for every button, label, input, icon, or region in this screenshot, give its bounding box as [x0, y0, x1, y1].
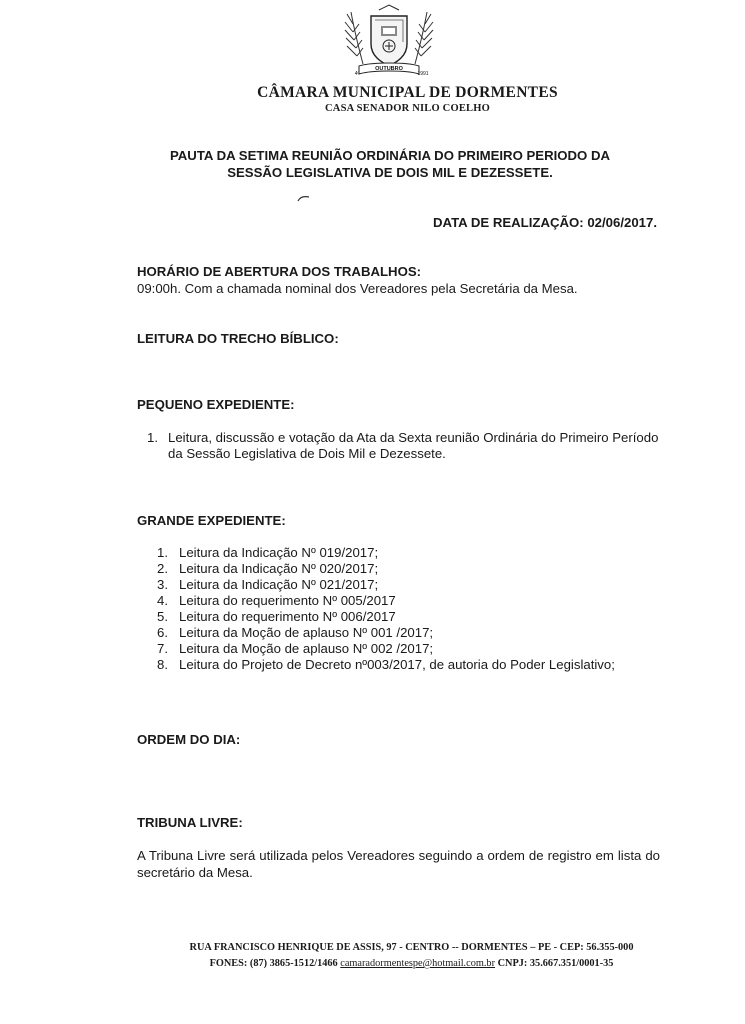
heading-leitura-biblica: LEITURA DO TRECHO BÍBLICO:	[137, 331, 339, 346]
org-subtitle: CASA SENADOR NILO COELHO	[325, 103, 490, 114]
heading-grande-expediente: GRANDE EXPEDIENTE:	[137, 513, 286, 528]
heading-abertura: HORÁRIO DE ABERTURA DOS TRABALHOS:	[137, 264, 422, 279]
abertura-text: 09:00h. Com a chamada nominal dos Vereadores pela Secretária da Mesa.	[137, 281, 578, 296]
item-text: Leitura, discussão e votação da Ata da Sexta reunião Ordinária do Primeiro Período da Sessão Legislativa de Dois Mil e Dezessete.	[168, 430, 659, 461]
crest-right-text: 1991	[417, 71, 429, 77]
heading-ordem-do-dia: ORDEM DO DIA:	[137, 732, 241, 747]
title-line-2: SESSÃO LEGISLATIVA DE DOIS MIL E DEZESSETE.	[227, 165, 553, 180]
item-number: 4.	[157, 593, 168, 608]
footer-address: RUA FRANCISCO HENRIQUE DE ASSIS, 97 - CENTRO -- DORMENTES – PE - CEP: 56.355-000	[189, 942, 634, 953]
list-item	[137, 577, 660, 593]
footer-cnpj: CNPJ: 35.667.351/0001-35	[497, 958, 614, 969]
tribuna-text: A Tribuna Livre será utilizada pelos Vereadores seguindo a ordem de registro em lista do secretário da Mesa.	[137, 848, 660, 880]
list-item	[137, 561, 660, 577]
list-item	[137, 545, 660, 561]
list-item	[137, 657, 660, 673]
list-item	[137, 625, 660, 641]
item-number: 1.	[157, 545, 168, 560]
list-item	[137, 609, 660, 625]
pequeno-expediente-list	[137, 430, 660, 462]
footer-contacts	[78, 956, 745, 972]
page-footer	[0, 940, 745, 972]
list-item	[137, 430, 660, 462]
item-number: 5.	[157, 609, 168, 624]
crest-left-text: 4º	[354, 71, 360, 77]
item-text: Leitura da Indicação Nº 020/2017;	[179, 561, 379, 576]
pen-mark-icon	[296, 194, 312, 202]
list-item	[137, 641, 660, 657]
document-title	[120, 147, 660, 181]
heading-pequeno-expediente: PEQUENO EXPEDIENTE:	[137, 397, 295, 412]
grande-expediente-list	[137, 545, 660, 673]
item-number: 8.	[157, 657, 168, 672]
title-line-1: PAUTA DA SETIMA REUNIÃO ORDINÁRIA DO PRIMEIRO PERIODO DA	[169, 148, 611, 163]
item-number: 6.	[157, 625, 168, 640]
item-text: Leitura do Projeto de Decreto nº003/2017, de autoria do Poder Legislativo;	[179, 657, 615, 672]
item-text: Leitura da Moção de aplauso Nº 001 /2017;	[179, 625, 434, 640]
heading-tribuna-livre: TRIBUNA LIVRE:	[137, 815, 243, 830]
item-text: Leitura do requerimento Nº 005/2017	[179, 593, 396, 608]
footer-email-link[interactable]: camaradormentespe@hotmail.com.br	[340, 958, 496, 969]
item-text: Leitura da Moção de aplauso Nº 002 /2017;	[179, 641, 434, 656]
org-name: CÂMARA MUNICIPAL DE DORMENTES	[257, 84, 558, 101]
list-item	[137, 593, 660, 609]
municipal-crest-icon	[341, 4, 437, 78]
item-number: 2.	[157, 561, 168, 576]
date-line: DATA DE REALIZAÇÃO: 02/06/2017.	[433, 215, 657, 230]
item-text: Leitura do requerimento Nº 006/2017	[179, 609, 396, 624]
footer-phones: FONES: (87) 3865-1512/1466	[209, 958, 338, 969]
item-number: 1.	[147, 430, 158, 445]
crest-band-text: OUTUBRO	[375, 66, 403, 72]
item-number: 3.	[157, 577, 168, 592]
item-number: 7.	[157, 641, 168, 656]
item-text: Leitura da Indicação Nº 019/2017;	[179, 545, 379, 560]
item-text: Leitura da Indicação Nº 021/2017;	[179, 577, 379, 592]
